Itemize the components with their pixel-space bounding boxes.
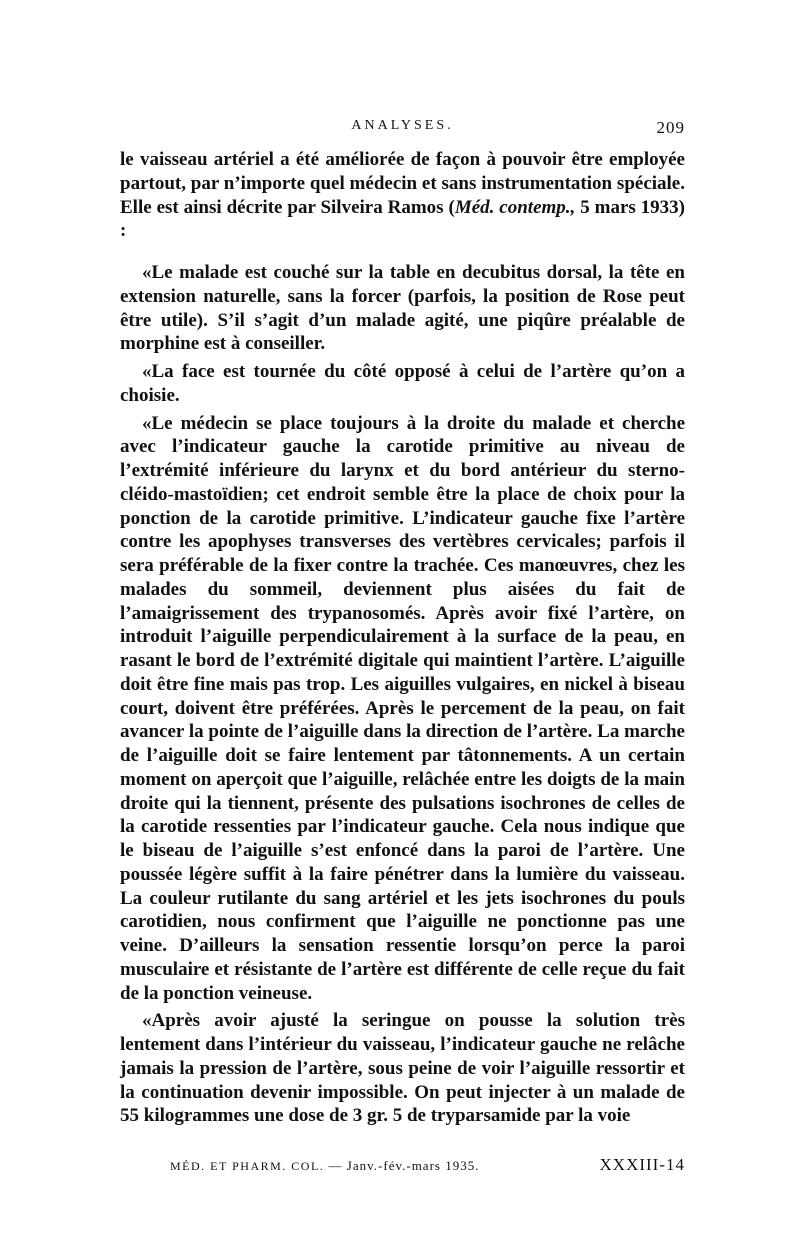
footer-dash: — <box>328 1158 343 1173</box>
paragraph-patient-position: «Le malade est couché sur la table en decubitus dorsal, la tête en extension naturelle, sans la forcer (parfois, la position de Rose peut être utile). S’il s’agit d’un malade agité, une piqûre préalable de morphine est à conseiller. <box>120 262 685 355</box>
running-head <box>120 118 685 140</box>
paragraph-injection: «Après avoir ajusté la seringue on pousse la solution très lentement dans l’intérieur du vaisseau, l’indicateur gauche ne relâche jamais la pression de l’artère, sous peine de voir l’aiguille ressortir et la continuation devenir impossible. On peut injecter à un malade de 55 kilogrammes une dose de 3 gr. 5 de tryparsamide par la voie <box>120 1010 685 1127</box>
page-footer <box>170 1155 685 1174</box>
citation-italic: Méd. contemp., <box>454 196 576 218</box>
footer-journal: MÉD. ET PHARM. COL. <box>170 1159 325 1173</box>
running-title: ANALYSES. <box>351 118 454 133</box>
body-text <box>120 148 685 1128</box>
footer-issue: Janv.-fév.-mars 1935. <box>346 1158 480 1173</box>
paragraph-intro <box>120 148 685 243</box>
footer-signature: XXXIII-14 <box>599 1155 685 1174</box>
page-number: 209 <box>656 118 685 137</box>
paragraph-puncture-technique: «Le médecin se place toujours à la droite du malade et cherche avec l’indicateur gauche la carotide primitive au niveau de l’extrémité inférieure du larynx et du bord antérieur du sterno-cléido-mastoïdien; cet endroit semble être la place de choix pour la ponction de la carotide primitive. L’indicateur gauche fixe l’artère contre les apophyses transverses des vertèbres cervicales; parfois il sera préférable de la fixer contre la trachée. Ces manœuvres, chez les malades du sommeil, deviennent plus aisées du fait de l’amaigrissement des trypanosomés. Après avoir fixé l’artère, on introduit l’aiguille perpendiculairement à la surface de la peau, en rasant le bord de l’extrémité digitale qui maintient l’artère. L’aiguille doit être fine mais pas trop. Les aiguilles vulgaires, en nickel à biseau court, doivent être préférées. Après le percement de la peau, on fait avancer la pointe de l’aiguille dans la direction de l’artère. La marche de l’aiguille doit se faire lentement par tâtonnements. A un certain moment on aperçoit que l’aiguille, relâchée entre les doigts de la main droite qui la tiennent, présente des pulsations isochrones de celles de la carotide ressenties par l’indicateur gauche. Cela nous indique que le biseau de l’aiguille s’est enfoncé dans la paroi de l’artère. Une poussée légère suffit à la faire pénétrer dans la lumière du vaisseau. La couleur rutilante du sang artériel et les jets isochrones du pouls carotidien, nous confirment que l’aiguille ne ponctionne pas une veine. D’ailleurs la sensation ressentie lorsqu’on perce la paroi musculaire et résistante de l’artère est différente de celle reçue du fait de la ponction veineuse. <box>120 412 685 1004</box>
paragraph-intro-end: 5 mars 1933) : <box>120 196 686 242</box>
paragraph-intro-text: le vaisseau artériel a été améliorée de façon à pouvoir être employée partout, par n’importe quel médecin et sans instrumentation spéciale. Elle est ainsi décrite par Silveira Ramos ( <box>120 149 685 218</box>
paragraph-face-orientation: «La face est tournée du côté opposé à celui de l’artère qu’on a choisie. <box>120 361 685 406</box>
